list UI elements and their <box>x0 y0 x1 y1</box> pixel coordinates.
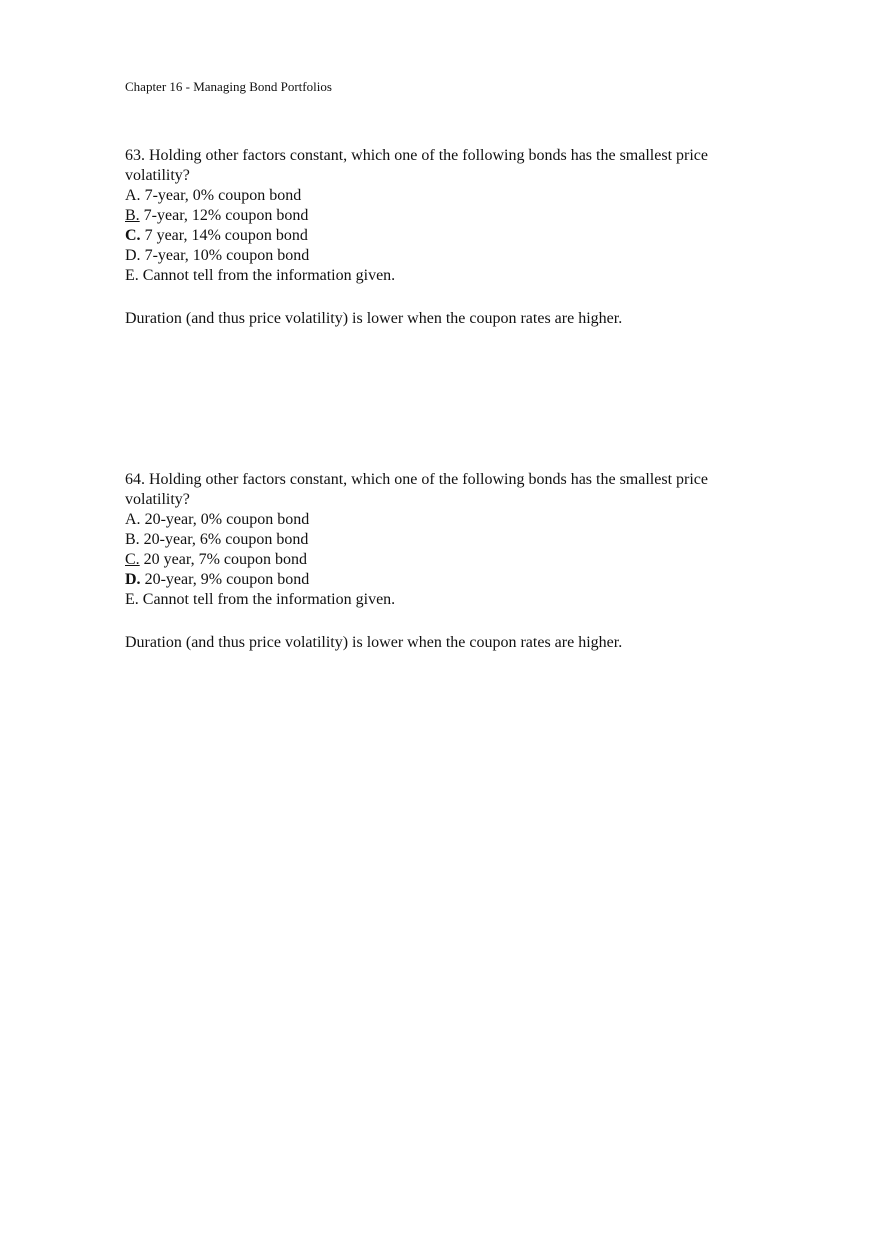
answer-explanation: Duration (and thus price volatility) is lower when the coupon rates are higher. <box>125 634 623 651</box>
question-text: Holding other factors constant, which one of the following bonds has the smallest price volatility? <box>125 471 708 508</box>
option-text: 20-year, 6% coupon bond <box>143 531 309 548</box>
question-number: 63. <box>125 147 145 164</box>
option-letter: A. <box>125 187 141 204</box>
option-letter: C. <box>125 551 140 568</box>
option-b <box>125 206 765 226</box>
option-text: Cannot tell from the information given. <box>142 591 396 608</box>
option-a <box>125 186 765 206</box>
option-letter: A. <box>125 511 141 528</box>
option-letter: D. <box>125 247 141 264</box>
option-d <box>125 246 765 266</box>
option-letter-correct: D. <box>125 571 141 588</box>
question-stem <box>125 146 765 186</box>
option-text: 20 year, 7% coupon bond <box>143 551 307 568</box>
option-d <box>125 570 765 590</box>
option-e <box>125 266 765 286</box>
question-63 <box>125 146 765 329</box>
option-e <box>125 590 765 610</box>
option-letter: E. <box>125 591 139 608</box>
option-a <box>125 510 765 530</box>
option-c <box>125 226 765 246</box>
option-text: 7-year, 10% coupon bond <box>144 247 310 264</box>
option-text: 20-year, 0% coupon bond <box>144 511 310 528</box>
page-header: Chapter 16 - Managing Bond Portfolios <box>125 79 332 94</box>
answer-options <box>125 186 765 286</box>
option-letter: B. <box>125 207 140 224</box>
option-text: 20-year, 9% coupon bond <box>144 571 310 588</box>
option-c <box>125 550 765 570</box>
option-text: 7-year, 12% coupon bond <box>143 207 309 224</box>
question-stem <box>125 470 765 510</box>
question-number: 64. <box>125 471 145 488</box>
option-text: Cannot tell from the information given. <box>142 267 396 284</box>
question-64 <box>125 470 765 653</box>
question-text: Holding other factors constant, which one of the following bonds has the smallest price volatility? <box>125 147 708 184</box>
option-letter: E. <box>125 267 139 284</box>
option-letter-correct: C. <box>125 227 141 244</box>
answer-explanation: Duration (and thus price volatility) is lower when the coupon rates are higher. <box>125 310 623 327</box>
option-b <box>125 530 765 550</box>
option-text: 7-year, 0% coupon bond <box>144 187 302 204</box>
option-letter: B. <box>125 531 140 548</box>
option-text: 7 year, 14% coupon bond <box>144 227 308 244</box>
answer-options <box>125 510 765 610</box>
